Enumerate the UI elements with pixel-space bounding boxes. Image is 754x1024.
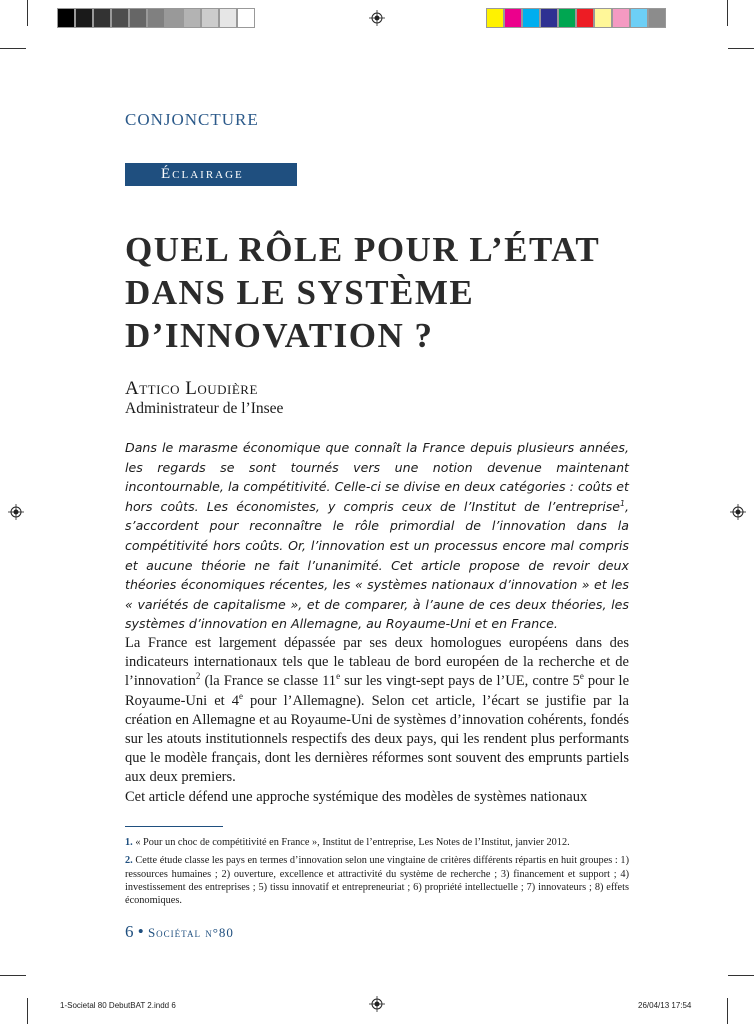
footnote-rule <box>125 826 223 827</box>
abstract <box>125 438 629 634</box>
registration-mark-icon <box>730 504 746 520</box>
registration-mark-icon <box>369 996 385 1012</box>
color-swatch <box>183 8 201 28</box>
crop-mark <box>727 0 728 26</box>
footnote <box>125 836 629 849</box>
color-swatch <box>93 8 111 28</box>
paragraph <box>125 634 629 788</box>
crop-mark <box>727 998 728 1024</box>
color-swatch <box>165 8 183 28</box>
title-line: DANS LE SYSTÈME <box>125 273 475 312</box>
journal-name: Sociétal n°80 <box>147 925 234 940</box>
color-swatch <box>147 8 165 28</box>
color-swatch <box>504 8 522 28</box>
text-run: (la France se classe 11 <box>200 673 337 690</box>
footnotes <box>125 836 629 912</box>
bullet: • <box>137 922 144 941</box>
color-swatch <box>612 8 630 28</box>
crop-mark <box>0 975 26 976</box>
color-swatch <box>237 8 255 28</box>
title-line: D’INNOVATION ? <box>125 316 434 355</box>
process-color-bar <box>486 8 666 28</box>
page-footer <box>125 922 234 942</box>
abstract-text: , s’accordent pour reconnaître le rôle primordial de l’innovation dans la compétitivité hors coûts. Or, l’innovation est un processus encore mal compris et aucune théorie ne fait l’unanimité. Cet article propose de revoir deux théories économiques récentes, les « systèmes nationaux d’innovation » et les « variétés de capitalisme », et de comparer, à l’aune de ces deux théories, les systèmes d’innovation en Allemagne, au Royaume-Uni et en France. <box>125 498 629 632</box>
text-run: pour le Royaume-Uni et 4 <box>125 673 630 709</box>
footnote-text: Cette étude classe les pays en termes d’innovation selon une vingtaine de critères différents répartis en huit groupes : 1) ressources humaines ; 2) ouverture, excellence et attractivité du système de recherche ; 3) financement et support ; 4) investissement des entreprises ; 5) tissu innovatif et entrepreneuriat ; 6) propriété intellectuelle ; 7) innovateurs ; 8) effets économiques. <box>125 855 629 907</box>
color-swatch <box>75 8 93 28</box>
crop-mark <box>27 998 28 1024</box>
color-swatch <box>486 8 504 28</box>
footnote-ref[interactable]: 2 <box>195 671 201 682</box>
file-slug: 1-Societal 80 DebutBAT 2.indd 6 <box>60 1001 176 1010</box>
color-swatch <box>648 8 666 28</box>
page-number: 6 <box>125 922 134 941</box>
text-run: pour l’Allemagne). Selon cet article, l’écart se justifie par la création en Allemagne et au Royaume-Uni de systèmes d’innovation cohérents, fondés sur les atouts institutionnels respectifs des deux pays, qui les rendent plus performants que le modèle français, dont les dernières réformes sont souvent des emprunts partiels aux deux premiers. <box>125 692 629 786</box>
color-swatch <box>57 8 75 28</box>
title-line: QUEL RÔLE POUR L’ÉTAT <box>125 230 601 269</box>
footnote-number: 1. <box>125 837 133 848</box>
color-swatch <box>558 8 576 28</box>
superscript: e <box>336 671 341 682</box>
footnote-number: 2. <box>125 855 133 867</box>
text-run: La France est largement dépassée par ses deux homologues européens dans des indicateurs internationaux tels que le tableau de bord européen de la recherche et de l’innovation <box>125 635 629 690</box>
footnote-text: « Pour un choc de compétitivité en France », Institut de l’entreprise, Les Notes de l’Institut, janvier 2012. <box>135 837 570 848</box>
color-swatch <box>540 8 558 28</box>
superscript: e <box>238 690 243 701</box>
abstract-text: Dans le marasme économique que connaît la France depuis plusieurs années, les regards se sont tournés vers une notion devenue maintenant incontournable, la compétitivité. Celle-ci se divise en deux catégories : coûts et hors coûts. Les économistes, y compris ceux de l’Institut de l’entreprise <box>125 440 629 514</box>
superscript: e <box>579 671 584 682</box>
rubric-tag: Éclairage <box>125 163 297 186</box>
color-swatch <box>522 8 540 28</box>
registration-mark-icon <box>369 10 385 26</box>
color-swatch <box>111 8 129 28</box>
print-datetime: 26/04/13 17:54 <box>638 1001 692 1010</box>
crop-mark <box>728 975 754 976</box>
paragraph: Cet article défend une approche systémique des modèles de systèmes nationaux <box>125 788 588 805</box>
footnote-ref[interactable]: 1 <box>620 498 625 508</box>
section-heading: CONJONCTURE <box>125 110 259 129</box>
author-name: Attico Loudière <box>125 378 258 399</box>
article-title <box>125 228 645 357</box>
crop-mark <box>728 48 754 49</box>
color-swatch <box>630 8 648 28</box>
color-swatch <box>576 8 594 28</box>
crop-mark <box>0 48 26 49</box>
color-swatch <box>201 8 219 28</box>
registration-mark-icon <box>8 504 24 520</box>
gray-color-bar <box>57 8 255 28</box>
crop-mark <box>27 0 28 26</box>
color-swatch <box>594 8 612 28</box>
body-text <box>125 634 629 807</box>
text-run: sur les vingt-sept pays de l’UE, contre 5 <box>340 673 580 690</box>
color-swatch <box>129 8 147 28</box>
footnote <box>125 854 629 907</box>
color-swatch <box>219 8 237 28</box>
author-role: Administrateur de l’Insee <box>125 400 284 417</box>
